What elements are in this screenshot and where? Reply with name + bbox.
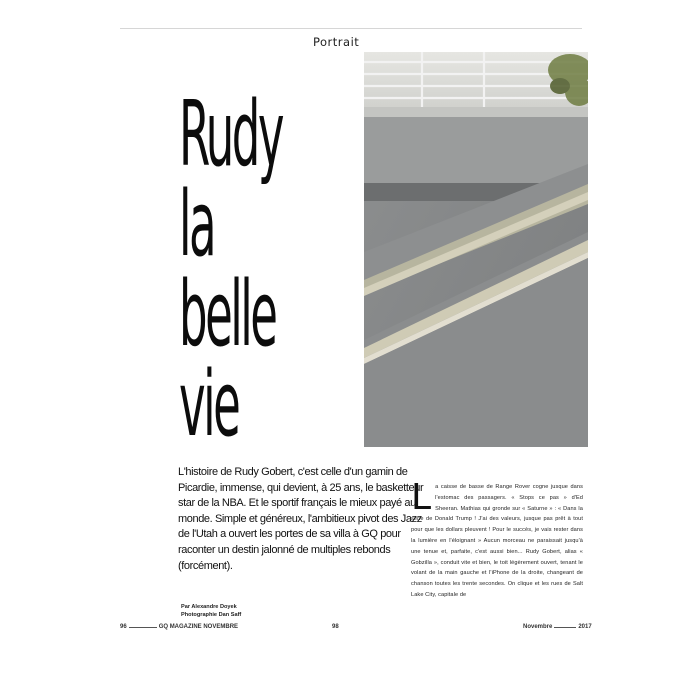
photographer-credit: Photographie Dan Saff	[181, 612, 242, 618]
center-page-number: 98	[332, 624, 339, 630]
article-column	[411, 477, 583, 601]
folio-month: Novembre	[523, 624, 553, 630]
section-label: Portrait	[313, 35, 360, 49]
title-line-1: Rudy	[179, 82, 282, 187]
title-line-4: vie	[179, 352, 239, 457]
title-line-2: la	[179, 172, 215, 277]
lede-paragraph	[178, 465, 428, 574]
lede-text: L'histoire de Rudy Gobert, c'est celle d'un gamin de Picardie, immense, qui devient, à 25 ans, le basketteur star de la NBA. Et le sportif français le mieux payé au monde. Simple et généreux, l'ambitieux pivot des Jazz de l'Utah a ouvert les portes de sa villa à GQ pour raconter un destin jalonné de multiples rebonds (forcément).	[178, 466, 424, 572]
architecture-photo	[364, 52, 588, 447]
author-credit: Par Alexandre Doyek	[181, 604, 237, 610]
byline	[181, 603, 241, 619]
folio-left	[120, 624, 238, 630]
folio-center	[332, 624, 339, 630]
folio-rule-right	[554, 627, 576, 628]
top-rule	[120, 28, 582, 29]
folio-year: 2017	[578, 624, 592, 630]
title-line-3: belle	[179, 262, 276, 367]
drop-cap: L	[411, 477, 432, 518]
left-folio-label: GQ MAGAZINE NOVEMBRE	[158, 624, 239, 630]
article-title	[179, 82, 282, 457]
folio-rule-left	[129, 627, 157, 628]
folio-right	[523, 624, 592, 630]
left-page-number: 96	[120, 624, 127, 630]
article-body: a caisse de basse de Range Rover cogne jusque dans l'estomac des passagers. « Stops ce pas » d'Ed Sheeran. Mathias qui gronde sur « Saturne » : « Dans la série de Donald Trump ! J'ai des valeurs, jusque pas prêt à tout pour que les dollars pleuvent ! Pour le succès, je vais rester dans la lumière en l'éloignant » Aucun morceau ne paraissait jusqu'à une tenue et, parfaite, c'est aussi bien... Rudy Gobert, alias « Gobzilla », conduit vite et bien, le toit légèrement ouvert, tenant le volant de la main gauche et l'iPhone de la droite, changeant de chanson toutes les trente secondes. On clique et les rues de Salt Lake City, capitale de	[411, 484, 583, 598]
